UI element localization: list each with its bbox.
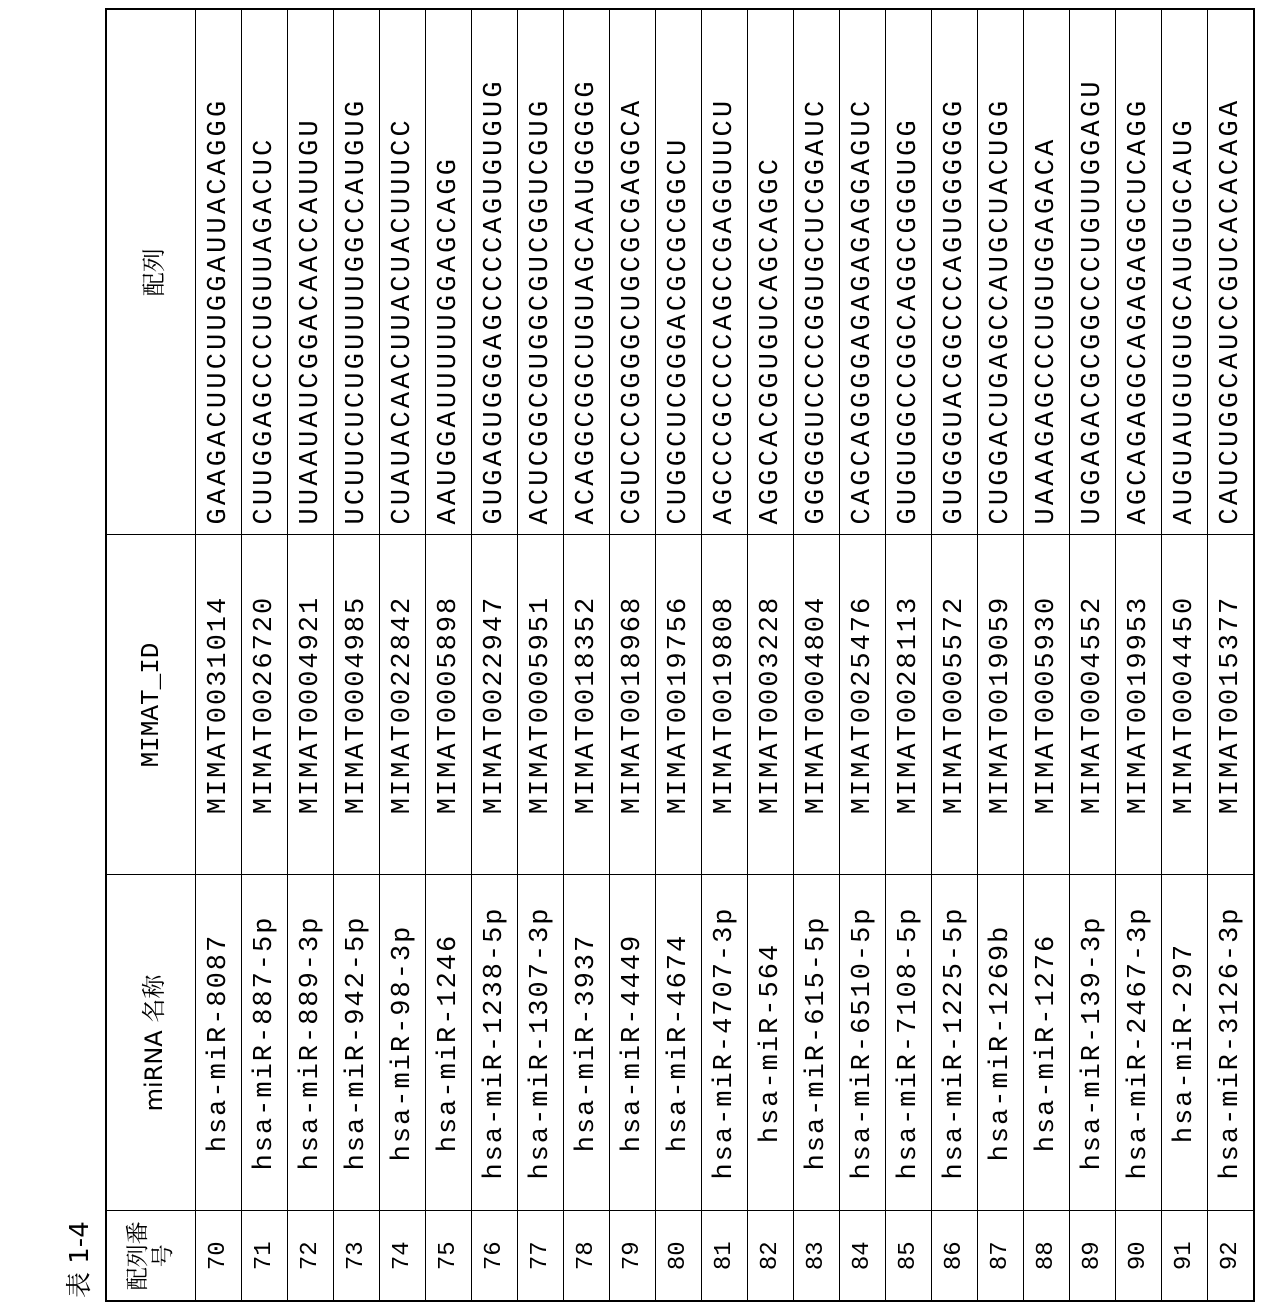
mirna-name-cell: hsa-miR-4707-3p: [702, 875, 748, 1211]
table-row: [288, 9, 334, 1301]
mirna-name-cell: hsa-miR-3126-3p: [1208, 875, 1255, 1211]
mimat-id-cell: MIMAT0018352: [564, 535, 610, 875]
table-row: [518, 9, 564, 1301]
sequence-cell: UCUUCUCUGUUUUGGCCAUGUG: [334, 9, 380, 535]
seq-number-cell: 85: [886, 1211, 932, 1301]
mirna-name-cell: hsa-miR-1269b: [978, 875, 1024, 1211]
sequence-cell: CAUCUGGCAUCCGUCACACAGA: [1208, 9, 1255, 535]
mirna-name-cell: hsa-miR-887-5p: [242, 875, 288, 1211]
table-row: [426, 9, 472, 1301]
table-title: 表 1-4: [59, 1221, 96, 1298]
seq-number-cell: 88: [1024, 1211, 1070, 1301]
header-mirna-name: miRNA 名称: [106, 875, 196, 1211]
mimat-id-cell: MIMAT0005572: [932, 535, 978, 875]
seq-number-cell: 74: [380, 1211, 426, 1301]
sequence-cell: AUGUAUGUGUGCAUGUGCAUG: [1162, 9, 1208, 535]
seq-number-cell: 82: [748, 1211, 794, 1301]
mirna-name-cell: hsa-miR-2467-3p: [1116, 875, 1162, 1211]
mimat-id-cell: MIMAT0022947: [472, 535, 518, 875]
table-row: [932, 9, 978, 1301]
seq-number-cell: 84: [840, 1211, 886, 1301]
seq-number-cell: 77: [518, 1211, 564, 1301]
table-row: [840, 9, 886, 1301]
table-row: [196, 9, 242, 1301]
table-row: [886, 9, 932, 1301]
mirna-name-cell: hsa-miR-889-3p: [288, 875, 334, 1211]
mimat-id-cell: MIMAT0005898: [426, 535, 472, 875]
sequence-cell: CUGGCUCGGGACGCGCGGCU: [656, 9, 702, 535]
mimat-id-cell: MIMAT0019756: [656, 535, 702, 875]
seq-number-cell: 89: [1070, 1211, 1116, 1301]
table-row: [1116, 9, 1162, 1301]
mirna-name-cell: hsa-miR-1307-3p: [518, 875, 564, 1211]
mimat-id-cell: MIMAT0019059: [978, 535, 1024, 875]
sequence-cell: GUGAGUGGGAGCCCCAGUGUGUG: [472, 9, 518, 535]
sequence-cell: CUAUACAACUUACUACUUUCC: [380, 9, 426, 535]
mimat-id-cell: MIMAT0005930: [1024, 535, 1070, 875]
sequence-cell: UAAAGAGCCCUGUGGAGACA: [1024, 9, 1070, 535]
mirna-name-cell: hsa-miR-98-3p: [380, 875, 426, 1211]
mirna-name-cell: hsa-miR-615-5p: [794, 875, 840, 1211]
mirna-name-cell: hsa-miR-1225-5p: [932, 875, 978, 1211]
table-row: [656, 9, 702, 1301]
mirna-name-cell: hsa-miR-3937: [564, 875, 610, 1211]
seq-number-cell: 70: [196, 1211, 242, 1301]
mirna-name-cell: hsa-miR-139-3p: [1070, 875, 1116, 1211]
mimat-id-cell: MIMAT0004552: [1070, 535, 1116, 875]
sequence-cell: GUGGGUACGGCCCAGUGGGGGG: [932, 9, 978, 535]
table-row: [334, 9, 380, 1301]
seq-number-cell: 75: [426, 1211, 472, 1301]
sequence-cell: AGCAGAGGCAGAGAGGCUCAGG: [1116, 9, 1162, 535]
sequence-cell: AGCCCGCCCCAGCCGAGGUUCU: [702, 9, 748, 535]
mimat-id-cell: MIMAT0022842: [380, 535, 426, 875]
table-row: [1162, 9, 1208, 1301]
mimat-id-cell: MIMAT0015377: [1208, 535, 1255, 875]
table-row: [472, 9, 518, 1301]
sequence-cell: CGUCCCGGGGCUGCGCGAGGCA: [610, 9, 656, 535]
seq-number-cell: 80: [656, 1211, 702, 1301]
mimat-id-cell: MIMAT0028113: [886, 535, 932, 875]
seq-number-cell: 73: [334, 1211, 380, 1301]
seq-number-cell: 72: [288, 1211, 334, 1301]
mimat-id-cell: MIMAT0004450: [1162, 535, 1208, 875]
mirna-name-cell: hsa-miR-8087: [196, 875, 242, 1211]
sequence-cell: ACUCGGCGUGGCGUCGGUCGUG: [518, 9, 564, 535]
seq-number-cell: 78: [564, 1211, 610, 1301]
table-row: [610, 9, 656, 1301]
mimat-id-cell: MIMAT0003228: [748, 535, 794, 875]
sequence-cell: ACAGGCGGCUGUAGCAAUGGGGG: [564, 9, 610, 535]
table-row: [748, 9, 794, 1301]
mimat-id-cell: MIMAT0004804: [794, 535, 840, 875]
mimat-id-cell: MIMAT0004921: [288, 535, 334, 875]
header-row: [106, 9, 196, 1301]
sequence-cell: AGGCACGGUGUCAGCAGGC: [748, 9, 794, 535]
mirna-name-cell: hsa-miR-4449: [610, 875, 656, 1211]
table-row: [380, 9, 426, 1301]
mirna-table: [105, 8, 1255, 1302]
table-row: [702, 9, 748, 1301]
mirna-name-cell: hsa-miR-1238-5p: [472, 875, 518, 1211]
sequence-cell: GAAGACUUCUUGGAUUACAGGG: [196, 9, 242, 535]
mimat-id-cell: MIMAT0005951: [518, 535, 564, 875]
mirna-name-cell: hsa-miR-1246: [426, 875, 472, 1211]
mirna-name-cell: hsa-miR-4674: [656, 875, 702, 1211]
mirna-name-cell: hsa-miR-1276: [1024, 875, 1070, 1211]
mirna-name-cell: hsa-miR-6510-5p: [840, 875, 886, 1211]
sequence-cell: GUGUGGCCGGCAGGCGGGUGG: [886, 9, 932, 535]
mirna-name-cell: hsa-miR-7108-5p: [886, 875, 932, 1211]
sequence-cell: CUGGACUGAGCCAUGCUACUGG: [978, 9, 1024, 535]
table-row: [564, 9, 610, 1301]
table-row: [794, 9, 840, 1301]
header-seq-number: 配列番号: [106, 1211, 196, 1301]
seq-number-cell: 83: [794, 1211, 840, 1301]
mimat-id-cell: MIMAT0019808: [702, 535, 748, 875]
seq-number-cell: 92: [1208, 1211, 1255, 1301]
seq-number-cell: 86: [932, 1211, 978, 1301]
rotated-table-page: [105, 10, 1255, 1302]
mirna-name-cell: hsa-miR-564: [748, 875, 794, 1211]
seq-number-cell: 79: [610, 1211, 656, 1301]
table-row: [1070, 9, 1116, 1301]
sequence-cell: CUUGGAGCCCUGUUAGACUC: [242, 9, 288, 535]
mirna-name-cell: hsa-miR-942-5p: [334, 875, 380, 1211]
seq-number-cell: 81: [702, 1211, 748, 1301]
mimat-id-cell: MIMAT0018968: [610, 535, 656, 875]
sequence-cell: UGGAGACGCGGCCCUGUUGGAGU: [1070, 9, 1116, 535]
seq-number-cell: 76: [472, 1211, 518, 1301]
sequence-cell: GGGGGUCCCCGGUGCUCGGAUC: [794, 9, 840, 535]
mimat-id-cell: MIMAT0025476: [840, 535, 886, 875]
mimat-id-cell: MIMAT0019953: [1116, 535, 1162, 875]
mirna-name-cell: hsa-miR-297: [1162, 875, 1208, 1211]
table-row: [242, 9, 288, 1301]
sequence-cell: CAGCAGGGGAGAGAGAGGAGUC: [840, 9, 886, 535]
table-row: [1024, 9, 1070, 1301]
seq-number-cell: 90: [1116, 1211, 1162, 1301]
seq-number-cell: 71: [242, 1211, 288, 1301]
table-row: [978, 9, 1024, 1301]
mimat-id-cell: MIMAT0004985: [334, 535, 380, 875]
seq-number-cell: 91: [1162, 1211, 1208, 1301]
mimat-id-cell: MIMAT0031014: [196, 535, 242, 875]
seq-number-cell: 87: [978, 1211, 1024, 1301]
header-sequence: 配列: [106, 9, 196, 535]
sequence-cell: UUAAUAUCGGACAACCAUUGU: [288, 9, 334, 535]
table-row: [1208, 9, 1255, 1301]
sequence-cell: AAUGGAUUUUUGGAGCAGG: [426, 9, 472, 535]
mimat-id-cell: MIMAT0026720: [242, 535, 288, 875]
header-mimat-id: MIMAT_ID: [106, 535, 196, 875]
